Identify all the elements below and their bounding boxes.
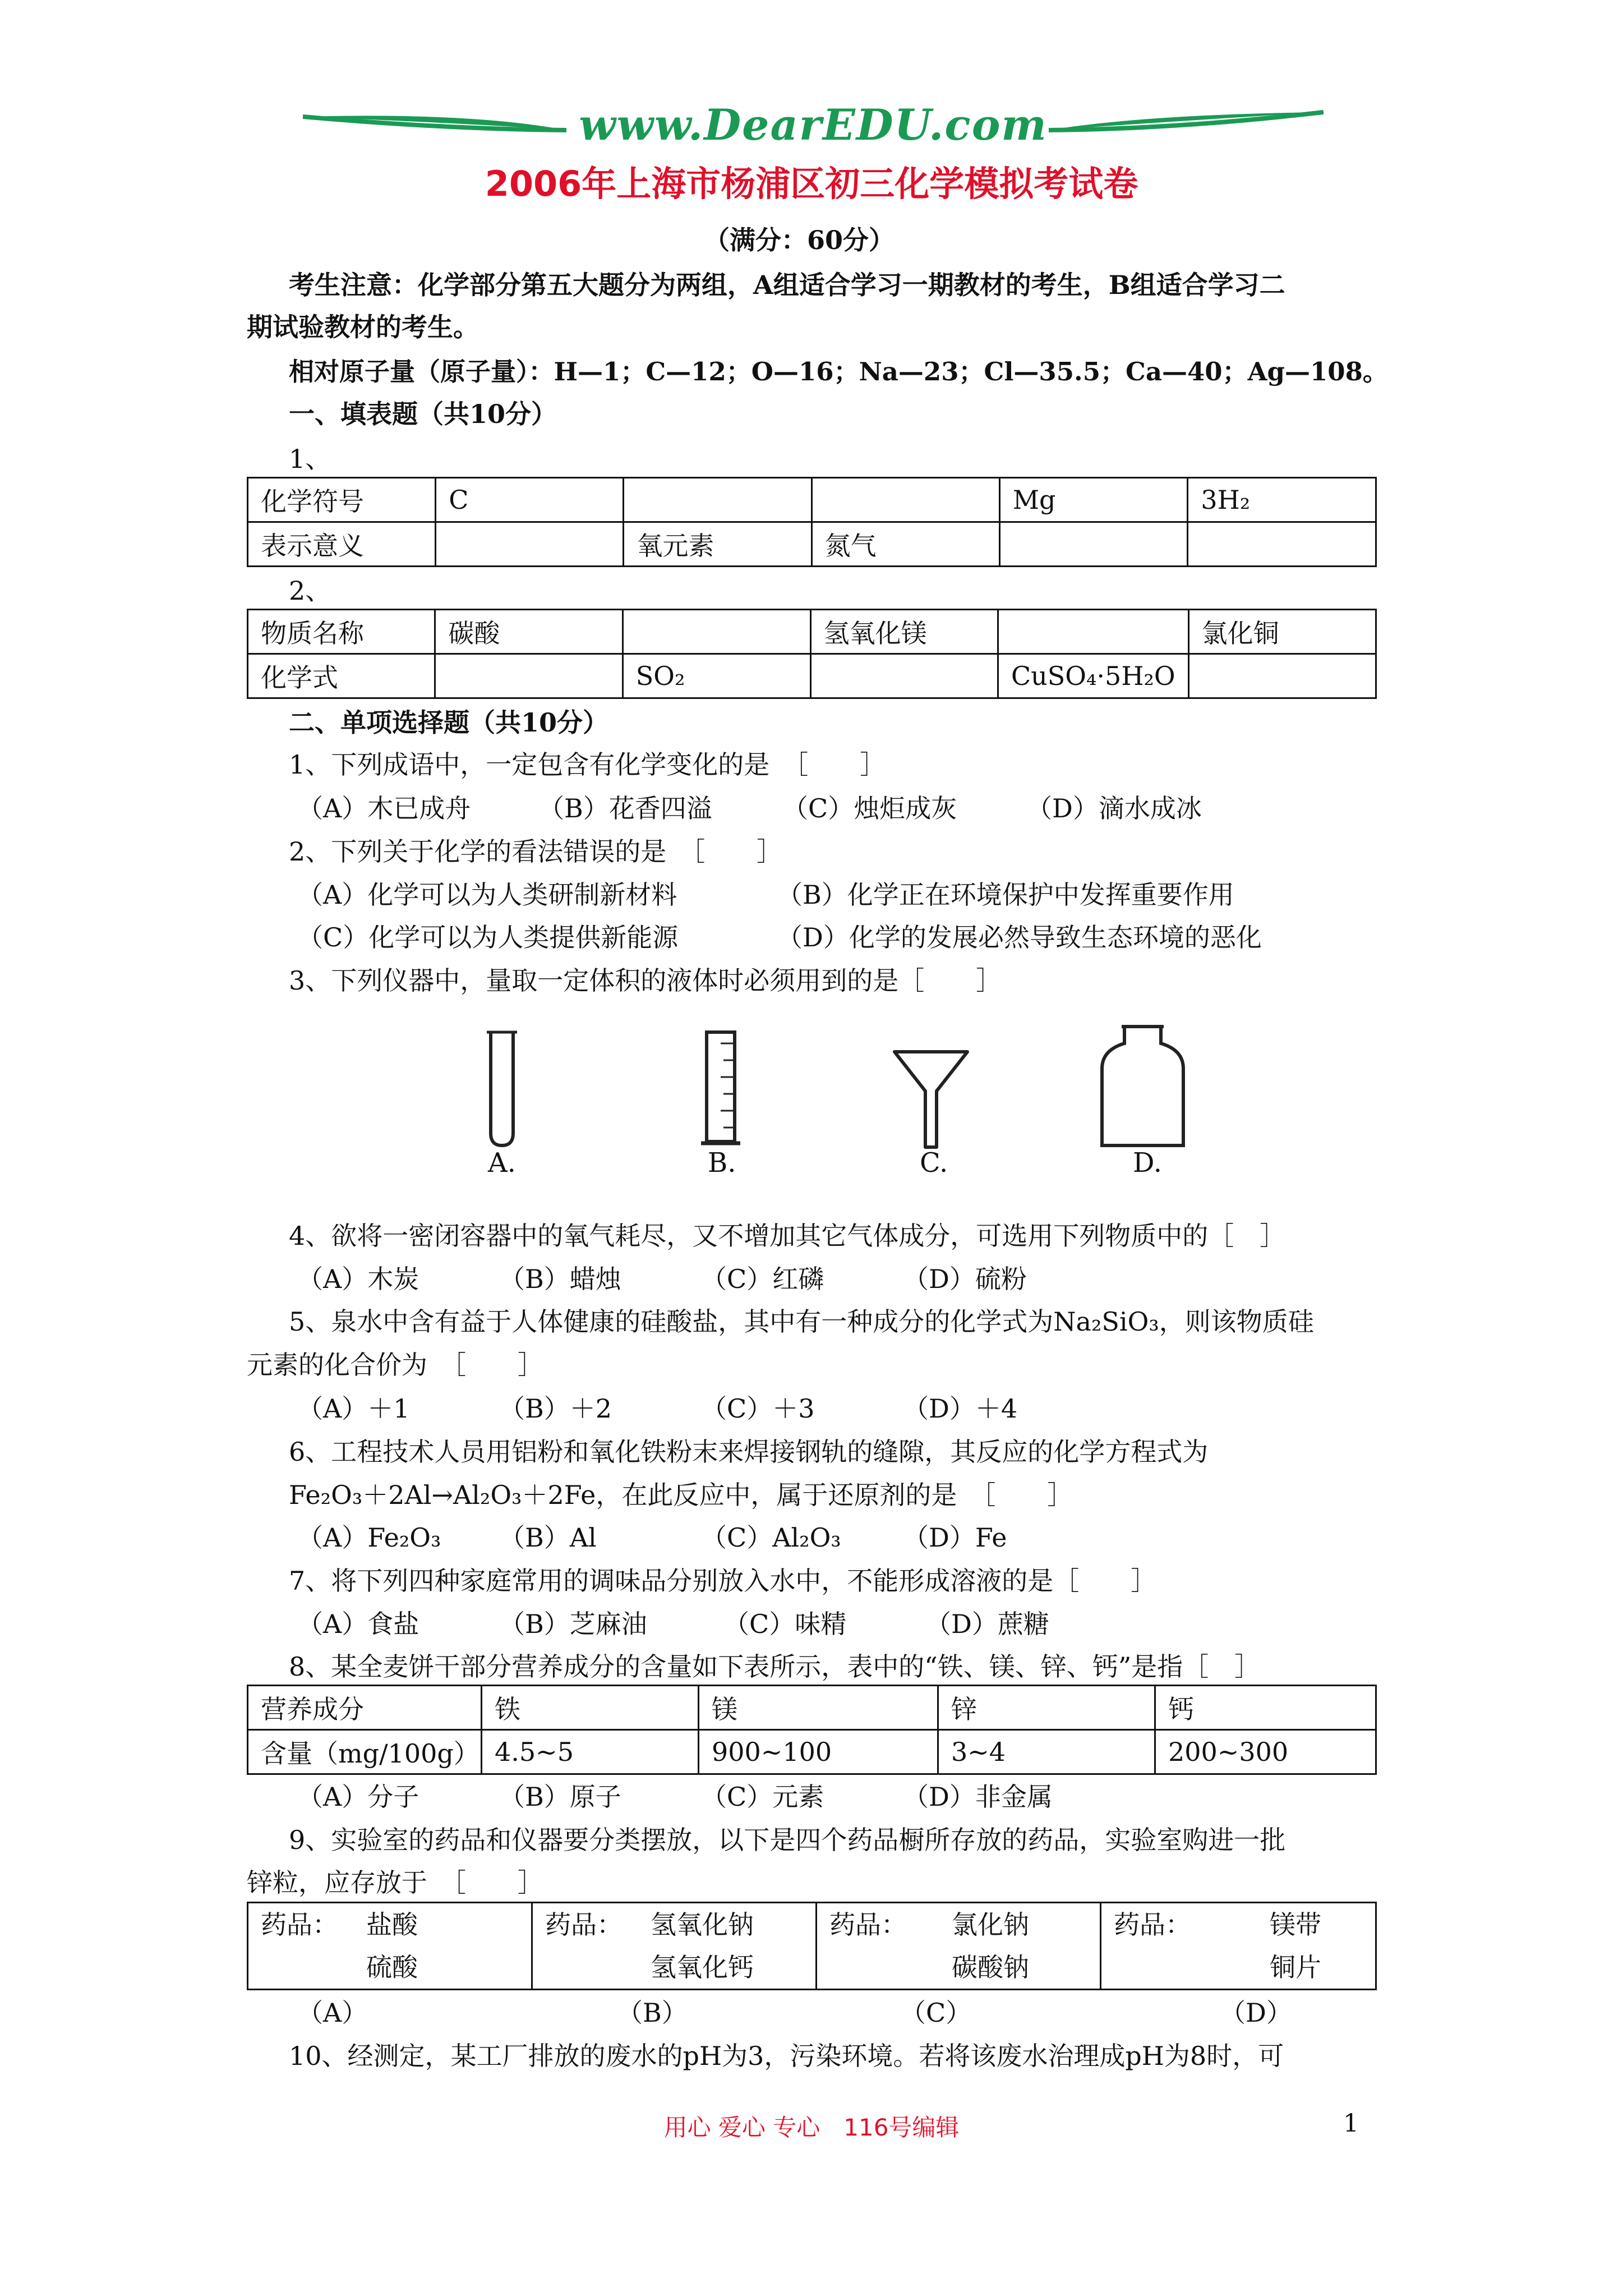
section2-heading: 二、单项选择题（共10分）: [289, 707, 609, 738]
test-tube-icon: [487, 1032, 517, 1145]
table-cabinets: [247, 1902, 1377, 1990]
table-cell: [435, 654, 623, 698]
q4-option-c: （C）红磷: [701, 1264, 824, 1294]
q2-option-c: （C）化学可以为人类提供新能源: [297, 922, 679, 953]
question-1: 1、下列成语中，一定包含有化学变化的是 ［ ］: [289, 749, 886, 780]
q7-option-b: （B）芝麻油: [499, 1609, 647, 1639]
q6-option-d: （D）Fe: [903, 1522, 1007, 1553]
table-row: [248, 1730, 1376, 1774]
q4-option-a: （A）木炭: [297, 1264, 419, 1294]
cabinet-d: [1101, 1903, 1376, 1990]
q4-option-d: （D）硫粉: [903, 1264, 1027, 1294]
table-cell: 含量（mg/100g）: [248, 1730, 482, 1774]
cabinet-b: [532, 1903, 817, 1990]
table-cell: 锌: [938, 1686, 1155, 1730]
full-score: （满分：60分）: [704, 225, 895, 255]
q5-option-c: （C）＋3: [701, 1393, 815, 1424]
table-row: [248, 1686, 1376, 1730]
table-cell: Mg: [999, 478, 1187, 522]
table-cell: 氧元素: [624, 522, 811, 567]
table-cell: [998, 610, 1188, 654]
atomic-mass: 相对原子量（原子量）：H—1；C—12；O—16；Na—23；Cl—35.5；Ca—40；Ag—108。: [289, 357, 1388, 386]
q3-label-d: D.: [1133, 1147, 1163, 1179]
q9-option-c: （C）: [900, 1998, 972, 2028]
cabinet-label: 药品：: [1114, 1910, 1191, 1940]
cabinet-item: 氯化钠: [952, 1910, 1029, 1940]
table-cell: 碳酸: [435, 610, 623, 654]
q8-option-a: （A）分子: [297, 1782, 419, 1812]
table-cell: [810, 654, 998, 698]
question-3: 3、下列仪器中，量取一定体积的液体时必须用到的是［ ］: [289, 965, 1002, 996]
q2-option-b: （B）化学正在环境保护中发挥重要作用: [777, 880, 1234, 910]
question-4: 4、欲将一密闭容器中的氧气耗尽，又不增加其它气体成分，可选用下列物质中的［ ］: [289, 1221, 1286, 1251]
table-row: [248, 654, 1376, 698]
q1-option-c: （C）烛炬成灰: [782, 793, 957, 823]
cabinet-item: 硫酸: [366, 1952, 418, 1982]
table-cell: 氮气: [811, 522, 999, 567]
cabinet-item: 氢氧化钠: [651, 1910, 754, 1940]
table-cell: 3H₂: [1188, 478, 1376, 522]
table-nutrition: [247, 1685, 1377, 1775]
header-logo: [303, 95, 1324, 157]
cabinet-label: 药品：: [545, 1910, 623, 1940]
q2-option-a: （A）化学可以为人类研制新材料: [297, 880, 677, 910]
q7-option-c: （C）味精: [723, 1609, 847, 1639]
logo-text: www.DearEDU.com: [579, 100, 1048, 150]
table-cell: [623, 610, 810, 654]
table-cell: CuSO₄·5H₂O: [998, 654, 1188, 698]
q1-option-a: （A）木已成舟: [297, 793, 471, 823]
question-6-line-2: Fe₂O₃＋2Al→Al₂O₃＋2Fe，在此反应中，属于还原剂的是 ［ ］: [289, 1480, 1073, 1510]
table-row: [248, 610, 1376, 654]
cabinet-item: 铜片: [1270, 1952, 1321, 1982]
table-cell: 钙: [1155, 1686, 1376, 1730]
table-cell: C: [436, 478, 624, 522]
question-5-line-1: 5、泉水中含有益于人体健康的硅酸盐，其中有一种成分的化学式为Na₂SiO₃，则该物质硅: [289, 1306, 1314, 1337]
table-cell: 铁: [482, 1686, 699, 1730]
question-9-line-2: 锌粒，应存放于 ［ ］: [247, 1867, 543, 1898]
table-symbols: [247, 477, 1377, 567]
cabinet-label: 药品：: [829, 1910, 907, 1940]
q8-option-d: （D）非金属: [903, 1782, 1053, 1812]
q9-option-a: （A）: [297, 1998, 368, 2028]
table-cell: 化学式: [248, 654, 435, 698]
table-cell: [1188, 654, 1376, 698]
q2-option-d: （D）化学的发展必然导致生态环境的恶化: [777, 922, 1262, 953]
measuring-cylinder-icon: [701, 1032, 740, 1143]
question-10: 10、经测定，某工厂排放的废水的pH为3，污染环境。若将该废水治理成pH为8时，可: [289, 2041, 1284, 2071]
q5-option-d: （D）＋4: [903, 1393, 1018, 1424]
table-cell: [624, 478, 811, 522]
cabinet-item: 盐酸: [366, 1910, 418, 1940]
question-6-line-1: 6、工程技术人员用铝粉和氧化铁粉末来焊接钢轨的缝隙，其反应的化学方程式为: [289, 1437, 1209, 1467]
table-cell: 3~4: [938, 1730, 1155, 1774]
notice-line-2: 期试验教材的考生。: [247, 312, 479, 342]
q6-option-a: （A）Fe₂O₃: [297, 1522, 441, 1553]
q3-label-c: C.: [920, 1147, 948, 1179]
q1-option-b: （B）花香四溢: [538, 793, 712, 823]
table-cell: 氯化铜: [1188, 610, 1376, 654]
table-cell: 900~100: [699, 1730, 938, 1774]
table-row: [248, 522, 1376, 567]
q2-label: 2、: [289, 576, 331, 606]
question-7: 7、将下列四种家庭常用的调味品分别放入水中，不能形成溶液的是［ ］: [289, 1566, 1157, 1596]
cabinet-item: 碳酸钠: [952, 1952, 1029, 1982]
table-cell: 化学符号: [248, 478, 436, 522]
table-cell: [436, 522, 624, 567]
page-number: 1: [1343, 2109, 1359, 2138]
footer-text: 用心 爱心 专心 116号编辑: [663, 2114, 960, 2141]
table-substances: [247, 609, 1377, 699]
q6-option-c: （C）Al₂O₃: [701, 1522, 841, 1553]
table-row: [248, 478, 1376, 522]
table-cell: [811, 478, 999, 522]
q1-label: 1、: [289, 444, 331, 474]
q7-option-d: （D）蔗糖: [925, 1609, 1049, 1639]
q3-label-b: B.: [708, 1147, 736, 1179]
reagent-bottle-icon: [1102, 1027, 1183, 1145]
q5-option-a: （A）＋1: [297, 1393, 410, 1424]
cabinet-label: 药品：: [261, 1910, 338, 1940]
question-2: 2、下列关于化学的看法错误的是 ［ ］: [289, 836, 783, 867]
table-cell: 营养成分: [248, 1686, 482, 1730]
q8-option-b: （B）原子: [499, 1782, 621, 1812]
table-cell: [1188, 522, 1376, 567]
q4-option-b: （B）蜡烛: [499, 1264, 621, 1294]
q9-option-d: （D）: [1220, 1998, 1292, 2028]
q5-option-b: （B）＋2: [499, 1393, 612, 1424]
cabinet-item: 氢氧化钙: [651, 1952, 754, 1982]
q7-option-a: （A）食盐: [297, 1609, 419, 1639]
table-cell: 氢氧化镁: [810, 610, 998, 654]
q8-option-c: （C）元素: [701, 1782, 824, 1812]
q3-label-a: A.: [488, 1147, 516, 1179]
table-cell: 4.5~5: [482, 1730, 699, 1774]
table-row: [248, 1903, 1376, 1990]
question-5-line-2: 元素的化合价为 ［ ］: [247, 1350, 543, 1380]
page-title: 2006年上海市杨浦区初三化学模拟考试卷: [485, 163, 1138, 204]
notice-line-1: 考生注意：化学部分第五大题分为两组，A组适合学习一期教材的考生，B组适合学习二: [289, 270, 1285, 300]
q1-option-d: （D）滴水成冰: [1026, 793, 1202, 823]
q9-option-b: （B）: [617, 1998, 688, 2028]
q6-option-b: （B）Al: [499, 1522, 597, 1553]
question-8: 8、某全麦饼干部分营养成分的含量如下表所示，表中的“铁、镁、锌、钙”是指［ ］: [289, 1651, 1261, 1682]
cabinet-c: [817, 1903, 1101, 1990]
funnel-icon: [895, 1052, 967, 1147]
table-cell: SO₂: [623, 654, 810, 698]
question-9-line-1: 9、实验室的药品和仪器要分类摆放，以下是四个药品橱所存放的药品，实验室购进一批: [289, 1825, 1286, 1855]
cabinet-item: 镁带: [1270, 1910, 1321, 1940]
table-cell: 镁: [699, 1686, 938, 1730]
table-cell: 表示意义: [248, 522, 436, 567]
cabinet-a: [248, 1903, 532, 1990]
table-cell: 物质名称: [248, 610, 435, 654]
section1-heading: 一、填表题（共10分）: [289, 399, 557, 429]
table-cell: [999, 522, 1187, 567]
q3-instruments: [460, 1021, 1200, 1189]
table-cell: 200~300: [1155, 1730, 1376, 1774]
